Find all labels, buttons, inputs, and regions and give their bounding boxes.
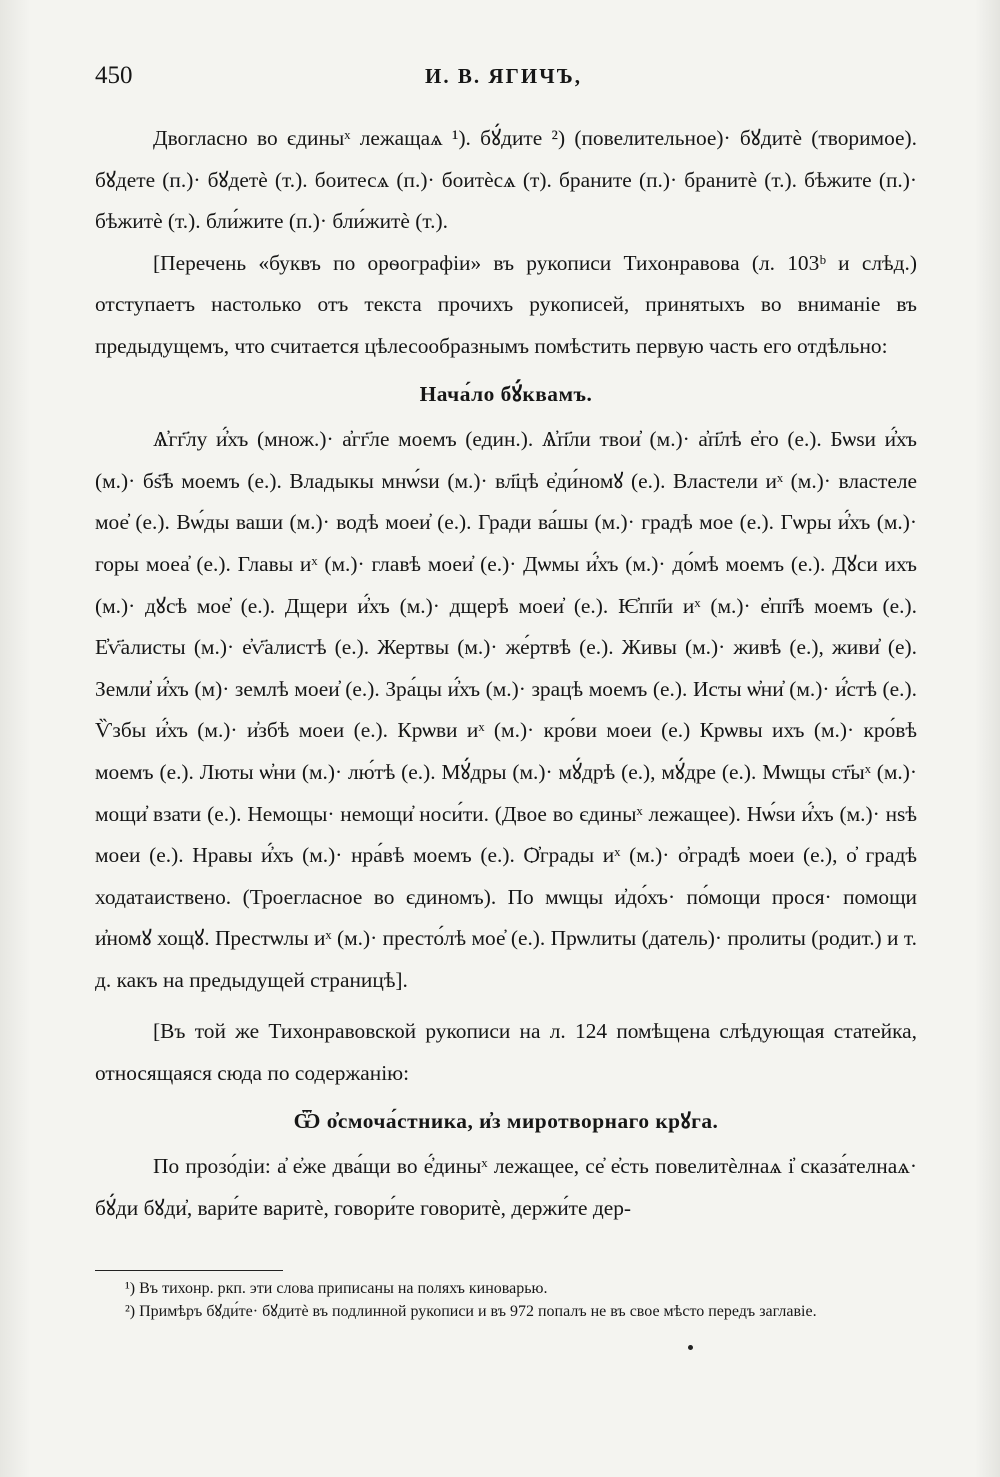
- paragraph-prozodia: По прозо́діи: а҆ е҆же два́щи во е҆́диныˣ лежащее, се҆ е҆сть повелитѐлнаѧ і҆ сказа́телнаѧ· бꙋ́ди бꙋди҆, вари́те варитѐ, говори́те говоритѐ, держи́те дер-: [95, 1154, 917, 1220]
- running-head: И. В. ЯГИЧЪ,: [425, 64, 582, 88]
- paragraph-tikhonravov: [Въ той же Тихонравовской рукописи на л. 124 помѣщена слѣдующая статейка, относящаяся сюда по содержанію:: [95, 1019, 917, 1086]
- ink-speck: [688, 1345, 693, 1350]
- page-number: 450: [95, 62, 133, 89]
- page-body: [95, 118, 917, 1229]
- footnote-2: ²) Примѣръ бꙋди́те· бꙋдитѐ въ подлинной рукописи и въ 972 попалъ не въ свое мѣсто передъ заглавіе.: [125, 1303, 817, 1320]
- page-header: [95, 62, 912, 96]
- footnotes: [95, 1270, 917, 1323]
- heading-nachalo-bukvam: Нача́ло бꙋ́квамъ.: [419, 381, 593, 406]
- paragraph-perechen: [Перечень «буквъ по орѳографіи» въ рукописи Тихонравова (л. 103ᵇ и слѣд.) отступаетъ настолько отъ текста прочихъ рукописей, принятыхъ во вниманіе въ предыдущемъ, что считается цѣлесообразнымъ помѣстить первую часть его отдѣльно:: [95, 250, 917, 358]
- footnote-rule: [95, 1270, 283, 1271]
- paragraph-word-list: Ѧ҆гг҃лу и҆́хъ (множ.)· а҆гг҃ле моемъ (един.). Ѧ҆п҃ли твои҆ (м.)· а҆п҃лѣ е҆го (е.). Бѡѕи и҆́хъ (м.)· бѕ҃ѣ моемъ (е.). Владыкы мнѡ́ѕи (м.)· вл҃цѣ е҆ди́номꙋ (е.). Властели иˣ (м.)· властеле мое҆ (е.). Вѡ́ды ваши (м.)· водѣ моеи҆ (е.). Гради ва́шы (м.)· градѣ мое (е.). Гѡры и҆́хъ (м.)· горы моеа҆ (е.). Главы иˣ (м.)· главѣ моеи҆ (е.)· Дѡмы и҆́хъ (м.)· до́мѣ моемъ (е.). Дꙋси ихъ (м.)· дꙋсѣ мое҆ (е.). Дщери и҆́хъ (м.)· дщерѣ моеи҆ (е.). Ѥ҆пп҃и иˣ (м.)· е҆пп҃ѣ моемъ (е.). Е҆ѵ҃алисты (м.)· е҆ѵ҃алистѣ (е.). Жертвы (м.)· же́ртвѣ (е.). Живы (м.)· живѣ (е.), живи҆ (е). Земли҆ и҆́хъ (м)· землѣ моеи҆ (е.). Зра́цы и҆́хъ (м.)· зрацѣ моемъ (е.). Исты ѡ҆ни҆ (м.)· и҆́стѣ (е.). Ѷзбы и҆́хъ (м.)· и҆збѣ моеи (е.). Крѡви иˣ (м.)· кро́ви моеи (е.) Крѡвы ихъ (м.)· кро́вѣ моемъ (е.). Люты ѡ҆ни (м.)· лю́тѣ (е.). Мꙋ́дры (м.)· мꙋ́дрѣ (е.), мꙋ́дре (е.). Мѡщы ст҃ыˣ (м.)· мощи҆ взати (е.). Немощы· немощи҆ носи́ти. (Двое во єдиныˣ лежащее). Нѡ́ѕи и҆́хъ (м.)· нѕѣ моеи (е.). Нравы и҆́хъ (м.)· нра́вѣ моемъ (е.). Ѻ҆грады иˣ (м.)· о҆градѣ моеи (е.), о҆ градѣ ходатаиствено. (Троегласное во єдиномъ). По мѡщы и҆до́хъ· по́мощи прося· помощи и҆номꙋ хощꙋ. Престѡлы иˣ (м.)· престо́лѣ мое҆ (е.). Прѡлиты (датель)· пролиты (родит.) и т. д. какъ на предыдущей страницѣ].: [95, 427, 917, 992]
- paragraph-dvoglasno: Двогласно во єдиныˣ лежащаѧ ¹). бꙋ́дите ²) (повелительное)· бꙋдитѐ (творимое). бꙋдете (п.)· бꙋдетѐ (т.). боитесѧ (п.)· боитѐсѧ (т). браните (п.)· бранитѐ (т.). бѣжите (п.)· бѣжитѐ (т.). бли́жите (п.)· бли́житѐ (т.).: [95, 126, 917, 234]
- heading-osmochastnik: Ѿ о҆смоча́стника, и҆з миротворнаго крꙋга.: [293, 1108, 719, 1133]
- footnote-1: ¹) Въ тихонр. ркп. эти слова приписаны на поляхъ киноварью.: [125, 1280, 548, 1297]
